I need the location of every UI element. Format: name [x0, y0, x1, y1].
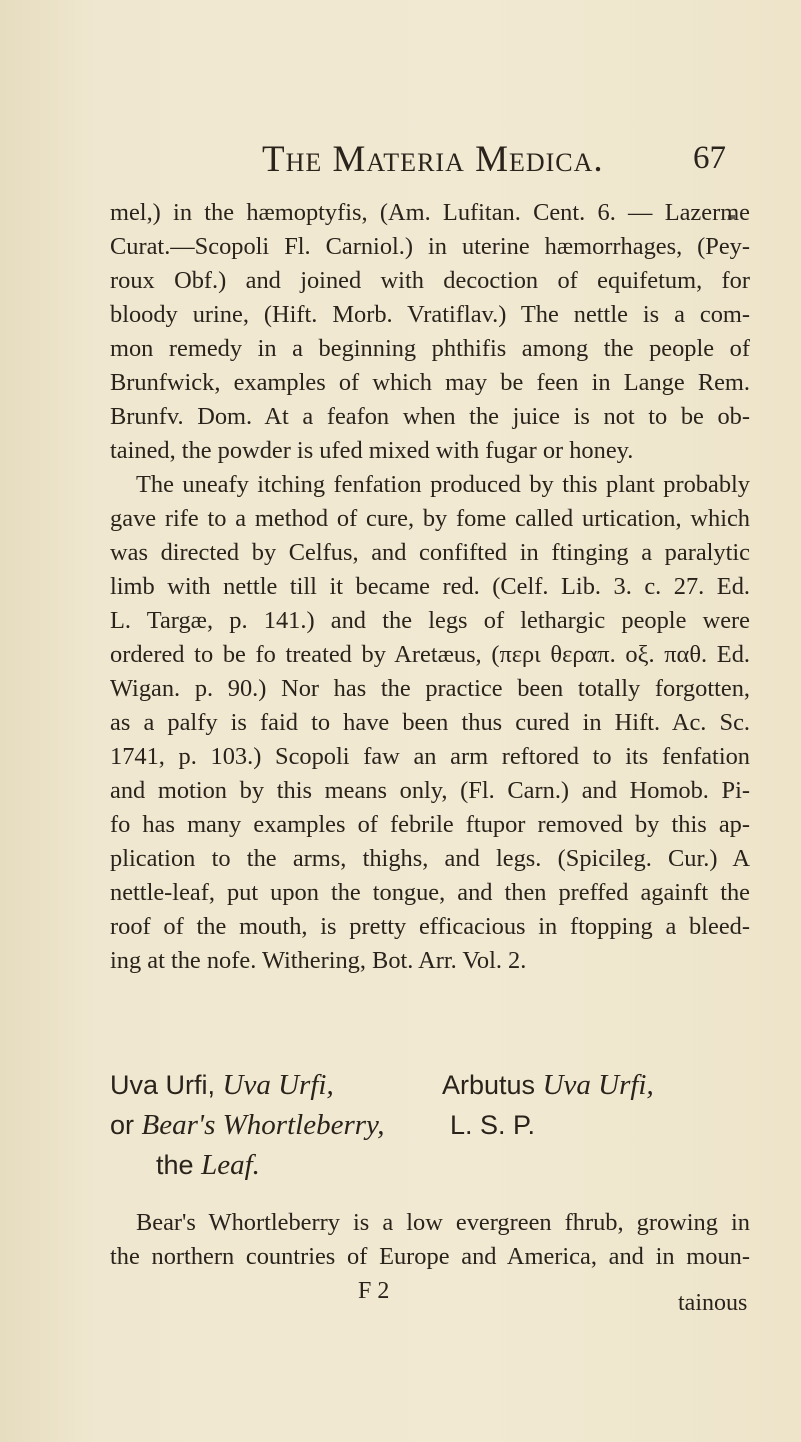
botanical-genus: Arbutus [442, 1070, 536, 1100]
heading-line-1 [110, 1066, 770, 1106]
botanical-species: Uva Urfi, [542, 1069, 654, 1101]
text-line: roux Obf.) and joined with decoction of equifetum, for [110, 267, 750, 294]
text-line: ordered to be fo treated by Aretæus, (περι θεραπ. οξ. παθ. Ed. [110, 641, 750, 668]
catchword: tainous [678, 1290, 748, 1316]
text-line: Wigan. p. 90.) Nor has the practice been totally forgotten, [110, 675, 750, 702]
text-line: as a palfy is faid to have been thus cured in Hift. Ac. Sc. [110, 709, 750, 736]
text-line: gave rife to a method of cure, by fome called urtication, which [110, 505, 750, 532]
text-line: Brunfv. Dom. At a feafon when the juice is not to be ob- [110, 403, 750, 430]
text-line: Curat.—Scopoli Fl. Carniol.) in uterine hæmorrhages, (Pey- [110, 233, 750, 260]
pharmacopoeia-codes: L. S. P. [450, 1110, 536, 1140]
text-line: and motion by this means only, (Fl. Carn.) and Homob. Pi- [110, 777, 750, 804]
signature-mark: F 2 [358, 1278, 390, 1304]
heading-the: the [156, 1150, 194, 1180]
text-line: plication to the arms, thighs, and legs. (Spicileg. Cur.) A [110, 845, 750, 872]
text-line: limb with nettle till it became red. (Celf. Lib. 3. c. 27. Ed. [110, 573, 750, 600]
heading-line-2 [110, 1106, 770, 1146]
heading-or: or [110, 1110, 135, 1140]
heading-line-3 [156, 1146, 756, 1186]
paragraph-bears-whortleberry [110, 1206, 750, 1274]
running-head [0, 138, 801, 188]
text-line: Brunfwick, examples of which may be feen in Lange Rem. [110, 369, 750, 396]
text-line: Bear's Whortleberry is a low evergreen fhrub, growing in [136, 1209, 750, 1236]
common-name: Bear's Whortleberry, [141, 1109, 385, 1141]
text-line: mel,) in the hæmoptyfis, (Am. Lufitan. Cent. 6. — Lazerme [110, 199, 750, 226]
text-line: bloody urine, (Hift. Morb. Vratiflav.) The nettle is a com- [110, 301, 750, 328]
page-number: 67 [693, 140, 726, 176]
text-line: nettle-leaf, put upon the tongue, and then preffed againft the [110, 879, 750, 906]
text-line: 1741, p. 103.) Scopoli faw an arm reftored to its fenfation [110, 743, 750, 770]
text-line: was directed by Celfus, and confifted in ftinging a paralytic [110, 539, 750, 566]
text-line: L. Targæ, p. 141.) and the legs of lethargic people were [110, 607, 750, 634]
paragraph-urtication [110, 468, 750, 978]
text-line: the northern countries of Europe and America, and in moun- [110, 1243, 750, 1270]
text-line: roof of the mouth, is pretty efficacious in ftopping a bleed- [110, 913, 750, 940]
page-title: The Materia Medica. [262, 139, 604, 180]
text-line: mon remedy in a beginning phthifis among the people of [110, 335, 750, 362]
paragraph-urtica-uses [110, 196, 750, 468]
page-footer [0, 1278, 801, 1316]
text-line: fo has many examples of febrile ftupor removed by this ap- [110, 811, 750, 838]
text-line: ing at the nofe. Withering, Bot. Arr. Vol. 2. [110, 947, 527, 974]
text-line: The uneafy itching fenfation produced by this plant probably [136, 471, 750, 498]
text-line: tained, the powder is ufed mixed with fugar or honey. [110, 437, 634, 464]
drug-latin-name: Uva Urfi, [222, 1069, 334, 1101]
drug-name: Uva Urfi, [110, 1070, 216, 1100]
plant-part: Leaf. [201, 1149, 260, 1181]
